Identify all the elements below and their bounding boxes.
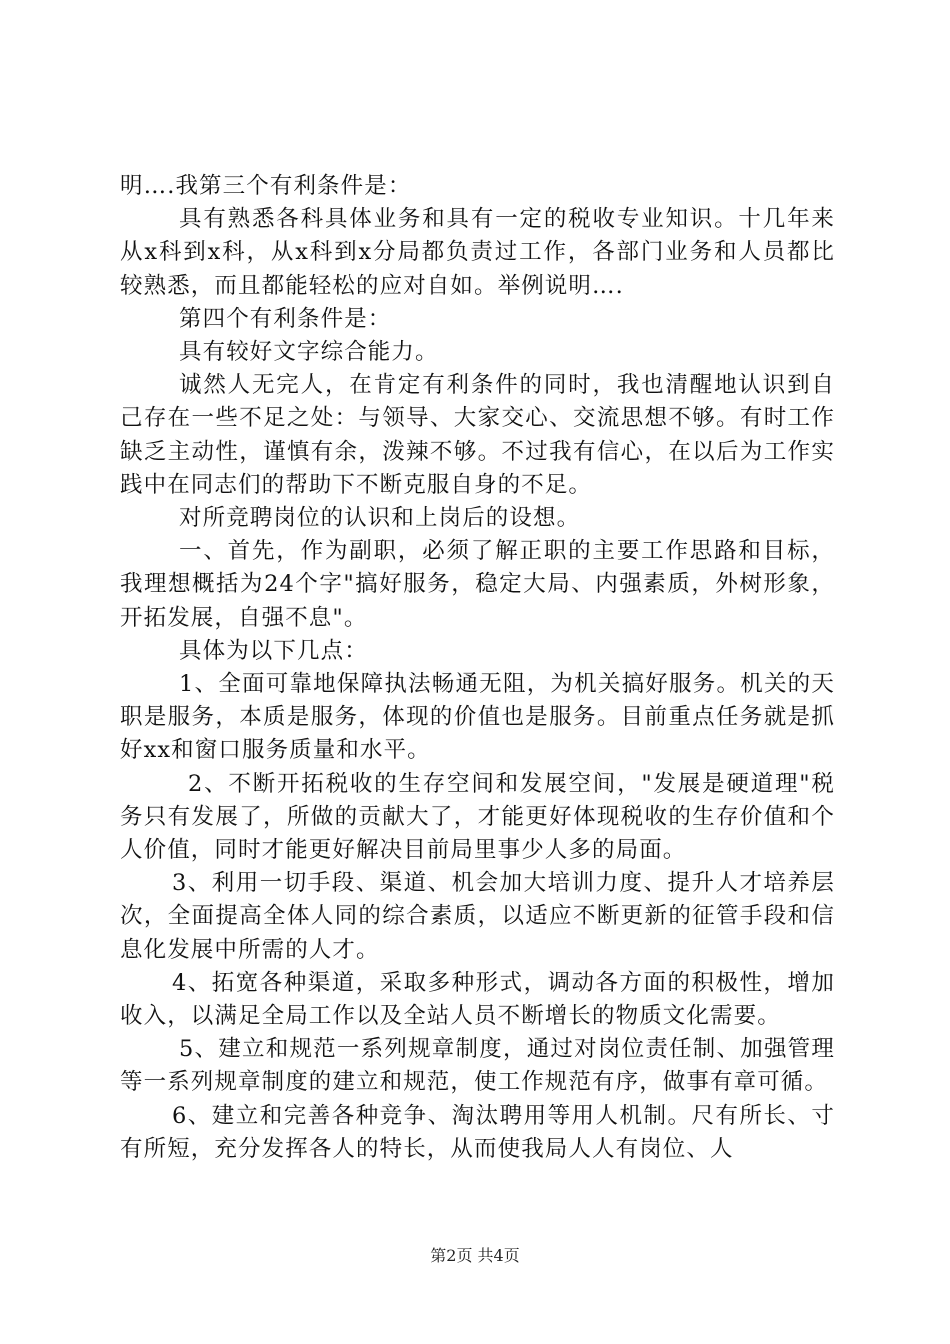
paragraph-details-intro: 具体为以下几点： [179,637,368,664]
paragraph-shortcomings: 诚然人无完人，在肯定有利条件的同时，我也清醒地认识到自己存在一些不足之处：与领导、大家交心、交流思想不够。有时工作缺乏主动性，谨慎有余，泼辣不够。不过我有信心，在以后为工作实践中在同志们的帮助下不断克服自身的不足。 [120,372,835,498]
list-item-2: 2、不断开拓税收的生存空间和发展空间，"发展是硬道理"税务只有发展了，所做的贡献大了，才能更好体现税收的生存价值和个人价值，同时才能更好解决目前局里事少人多的局面。 [120,770,835,864]
list-item-1: 1、全面可靠地保障执法畅通无阻，为机关搞好服务。机关的天职是服务，本质是服务，体现的价值也是服务。目前重点任务就是抓好xx和窗口服务质量和水平。 [120,671,835,764]
paragraph-first-point: 一、首先，作为副职，必须了解正职的主要工作思路和目标，我理想概括为24个字"搞好服务，稳定大局、内强素质，外树形象，开拓发展，自强不息"。 [120,538,835,631]
paragraph-fourth-condition: 第四个有利条件是： [179,305,392,332]
list-item-4: 4、拓宽各种渠道，采取多种形式，调动各方面的积极性，增加收入，以满足全局工作以及全站人员不断增长的物质文化需要。 [120,969,835,1030]
page-number-footer: 第2页 共4页 [430,1246,520,1265]
list-item-6: 6、建立和完善各种竞争、淘汰聘用等用人机制。尺有所长、寸有所短，充分发挥各人的特长，从而使我局人人有岗位、人 [120,1102,835,1162]
paragraph-writing-ability: 具有较好文字综合能力。 [179,339,439,366]
document-body [120,170,835,1166]
list-item-3: 3、利用一切手段、渠道、机会加大培训力度、提升人才培养层次，全面提高全体人同的综合素质，以适应不断更新的征管手段和信息化发展中所需的人才。 [120,870,835,963]
paragraph-tax-knowledge: 具有熟悉各科具体业务和具有一定的税收专业知识。十几年来从x科到x科，从x科到x分局都负责过工作，各部门业务和人员都比较熟悉，而且都能轻松的应对自如。举例说明…. [120,206,835,299]
paragraph-position-understanding: 对所竞聘岗位的认识和上岗后的设想。 [179,505,581,532]
list-item-5: 5、建立和规范一系列规章制度，通过对岗位责任制、加强管理等一系列规章制度的建立和规范，使工作规范有序，做事有章可循。 [120,1036,835,1096]
paragraph-continuation: 明….我第三个有利条件是： [120,173,412,199]
